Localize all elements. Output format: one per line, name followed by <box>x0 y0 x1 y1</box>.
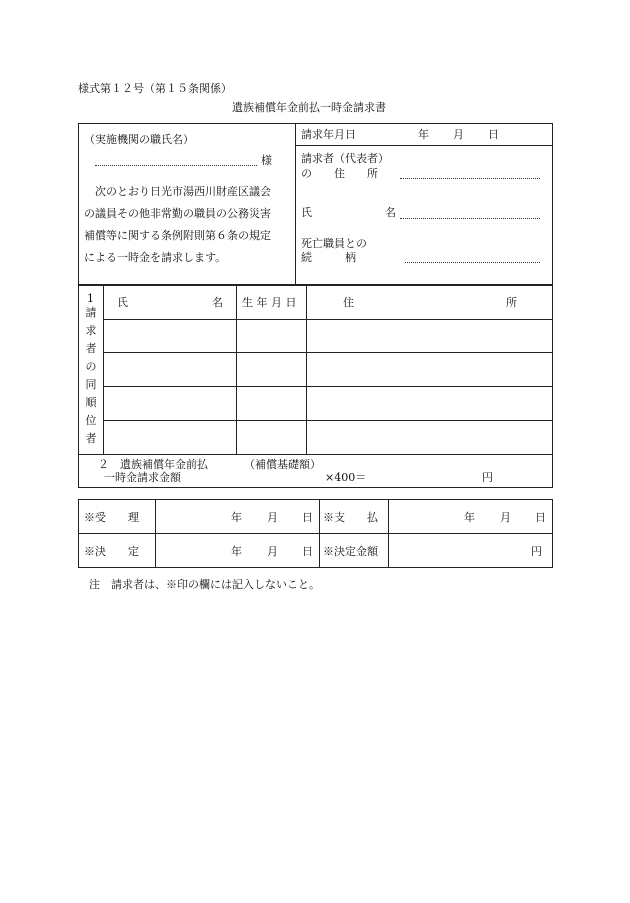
office-col-divider <box>155 499 156 568</box>
vertical-char: 順 <box>85 396 97 409</box>
claimants-vertical-label-divider <box>103 285 104 454</box>
paid-label: ※支 払 <box>323 511 378 524</box>
vertical-char: 求 <box>85 324 97 337</box>
decided-day: 日 <box>302 545 313 558</box>
amount-label-line2: 一時金請求金額 <box>104 471 181 484</box>
multiplier-label: ×400＝ <box>325 471 367 484</box>
vertical-char: 同 <box>85 378 97 391</box>
claimants-row-divider <box>103 420 553 421</box>
request-date-label: 請求年月日 <box>301 128 356 141</box>
decided-year: 年 <box>231 545 242 558</box>
claimants-row-divider <box>103 352 553 353</box>
col-name-header-left: 氏 <box>117 296 128 309</box>
amount-row-divider <box>78 454 553 455</box>
relation-label-1: 死亡職員との <box>301 237 367 250</box>
received-year: 年 <box>231 511 242 524</box>
paid-day: 日 <box>535 511 546 524</box>
col-birthdate-header: 生 年 月 日 <box>242 296 297 309</box>
name-label-left: 氏 <box>301 206 312 219</box>
name-line[interactable] <box>400 218 540 219</box>
received-day: 日 <box>302 511 313 524</box>
claimants-col-divider-2 <box>306 285 307 454</box>
claimant-label: 請求者（代表者） <box>301 152 389 165</box>
request-month-label: 月 <box>453 128 464 141</box>
section-1-vertical-label <box>84 304 98 448</box>
paid-month: 月 <box>500 511 511 524</box>
page-title: 遺族補償年金前払一時金請求書 <box>232 101 386 114</box>
received-label: ※受 理 <box>84 511 139 524</box>
amount-label-line1: ２ 遺族補償年金前払 <box>98 458 208 471</box>
form-number: 様式第１２号（第１５条関係） <box>78 82 232 95</box>
address-label: の 住 所 <box>301 167 378 180</box>
request-day-label: 日 <box>488 128 499 141</box>
vertical-char: 請 <box>85 306 97 319</box>
office-col-divider <box>388 499 389 568</box>
claimants-header-divider <box>103 319 553 320</box>
relation-label-2: 続 柄 <box>301 251 356 264</box>
paid-year: 年 <box>464 511 475 524</box>
address-line[interactable] <box>400 178 540 179</box>
office-row-divider <box>78 533 553 534</box>
vertical-char: の <box>85 360 97 373</box>
date-row-divider <box>295 145 553 146</box>
col-address-header-right: 所 <box>506 296 517 309</box>
vertical-char: 者 <box>85 342 97 355</box>
section-1-number: 1 <box>87 292 94 305</box>
decided-amount-label: ※決定金額 <box>323 545 378 558</box>
received-month: 月 <box>267 511 278 524</box>
relation-line[interactable] <box>405 262 540 263</box>
decided-month: 月 <box>267 545 278 558</box>
vertical-char: 者 <box>85 432 97 445</box>
request-statement: 次のとおり日光市湯西川財産区議会 の議員その他非常勤の職員の公務災害 補償等に関する条例附則第６条の規定 による一時金を請求します。 <box>84 185 271 264</box>
office-col-divider <box>319 499 320 568</box>
claimants-row-divider <box>103 386 553 387</box>
name-label-right: 名 <box>385 206 396 219</box>
claimants-col-divider-1 <box>236 285 237 454</box>
request-year-label: 年 <box>418 128 429 141</box>
request-divider <box>295 123 296 285</box>
org-label: （実施機関の職氏名） <box>84 133 194 146</box>
amount-yen-label: 円 <box>482 471 493 484</box>
col-name-header-right: 名 <box>212 296 223 309</box>
col-address-header-left: 住 <box>343 296 354 309</box>
decided-amount-yen: 円 <box>531 545 542 558</box>
vertical-char: 位 <box>85 414 97 427</box>
org-name-line[interactable] <box>95 165 257 166</box>
footnote: 注 請求者は、※印の欄には記入しないこと。 <box>89 578 320 591</box>
decided-label: ※決 定 <box>84 545 139 558</box>
base-amount-label: （補償基礎額） <box>244 458 321 471</box>
sama-label: 様 <box>261 154 272 167</box>
